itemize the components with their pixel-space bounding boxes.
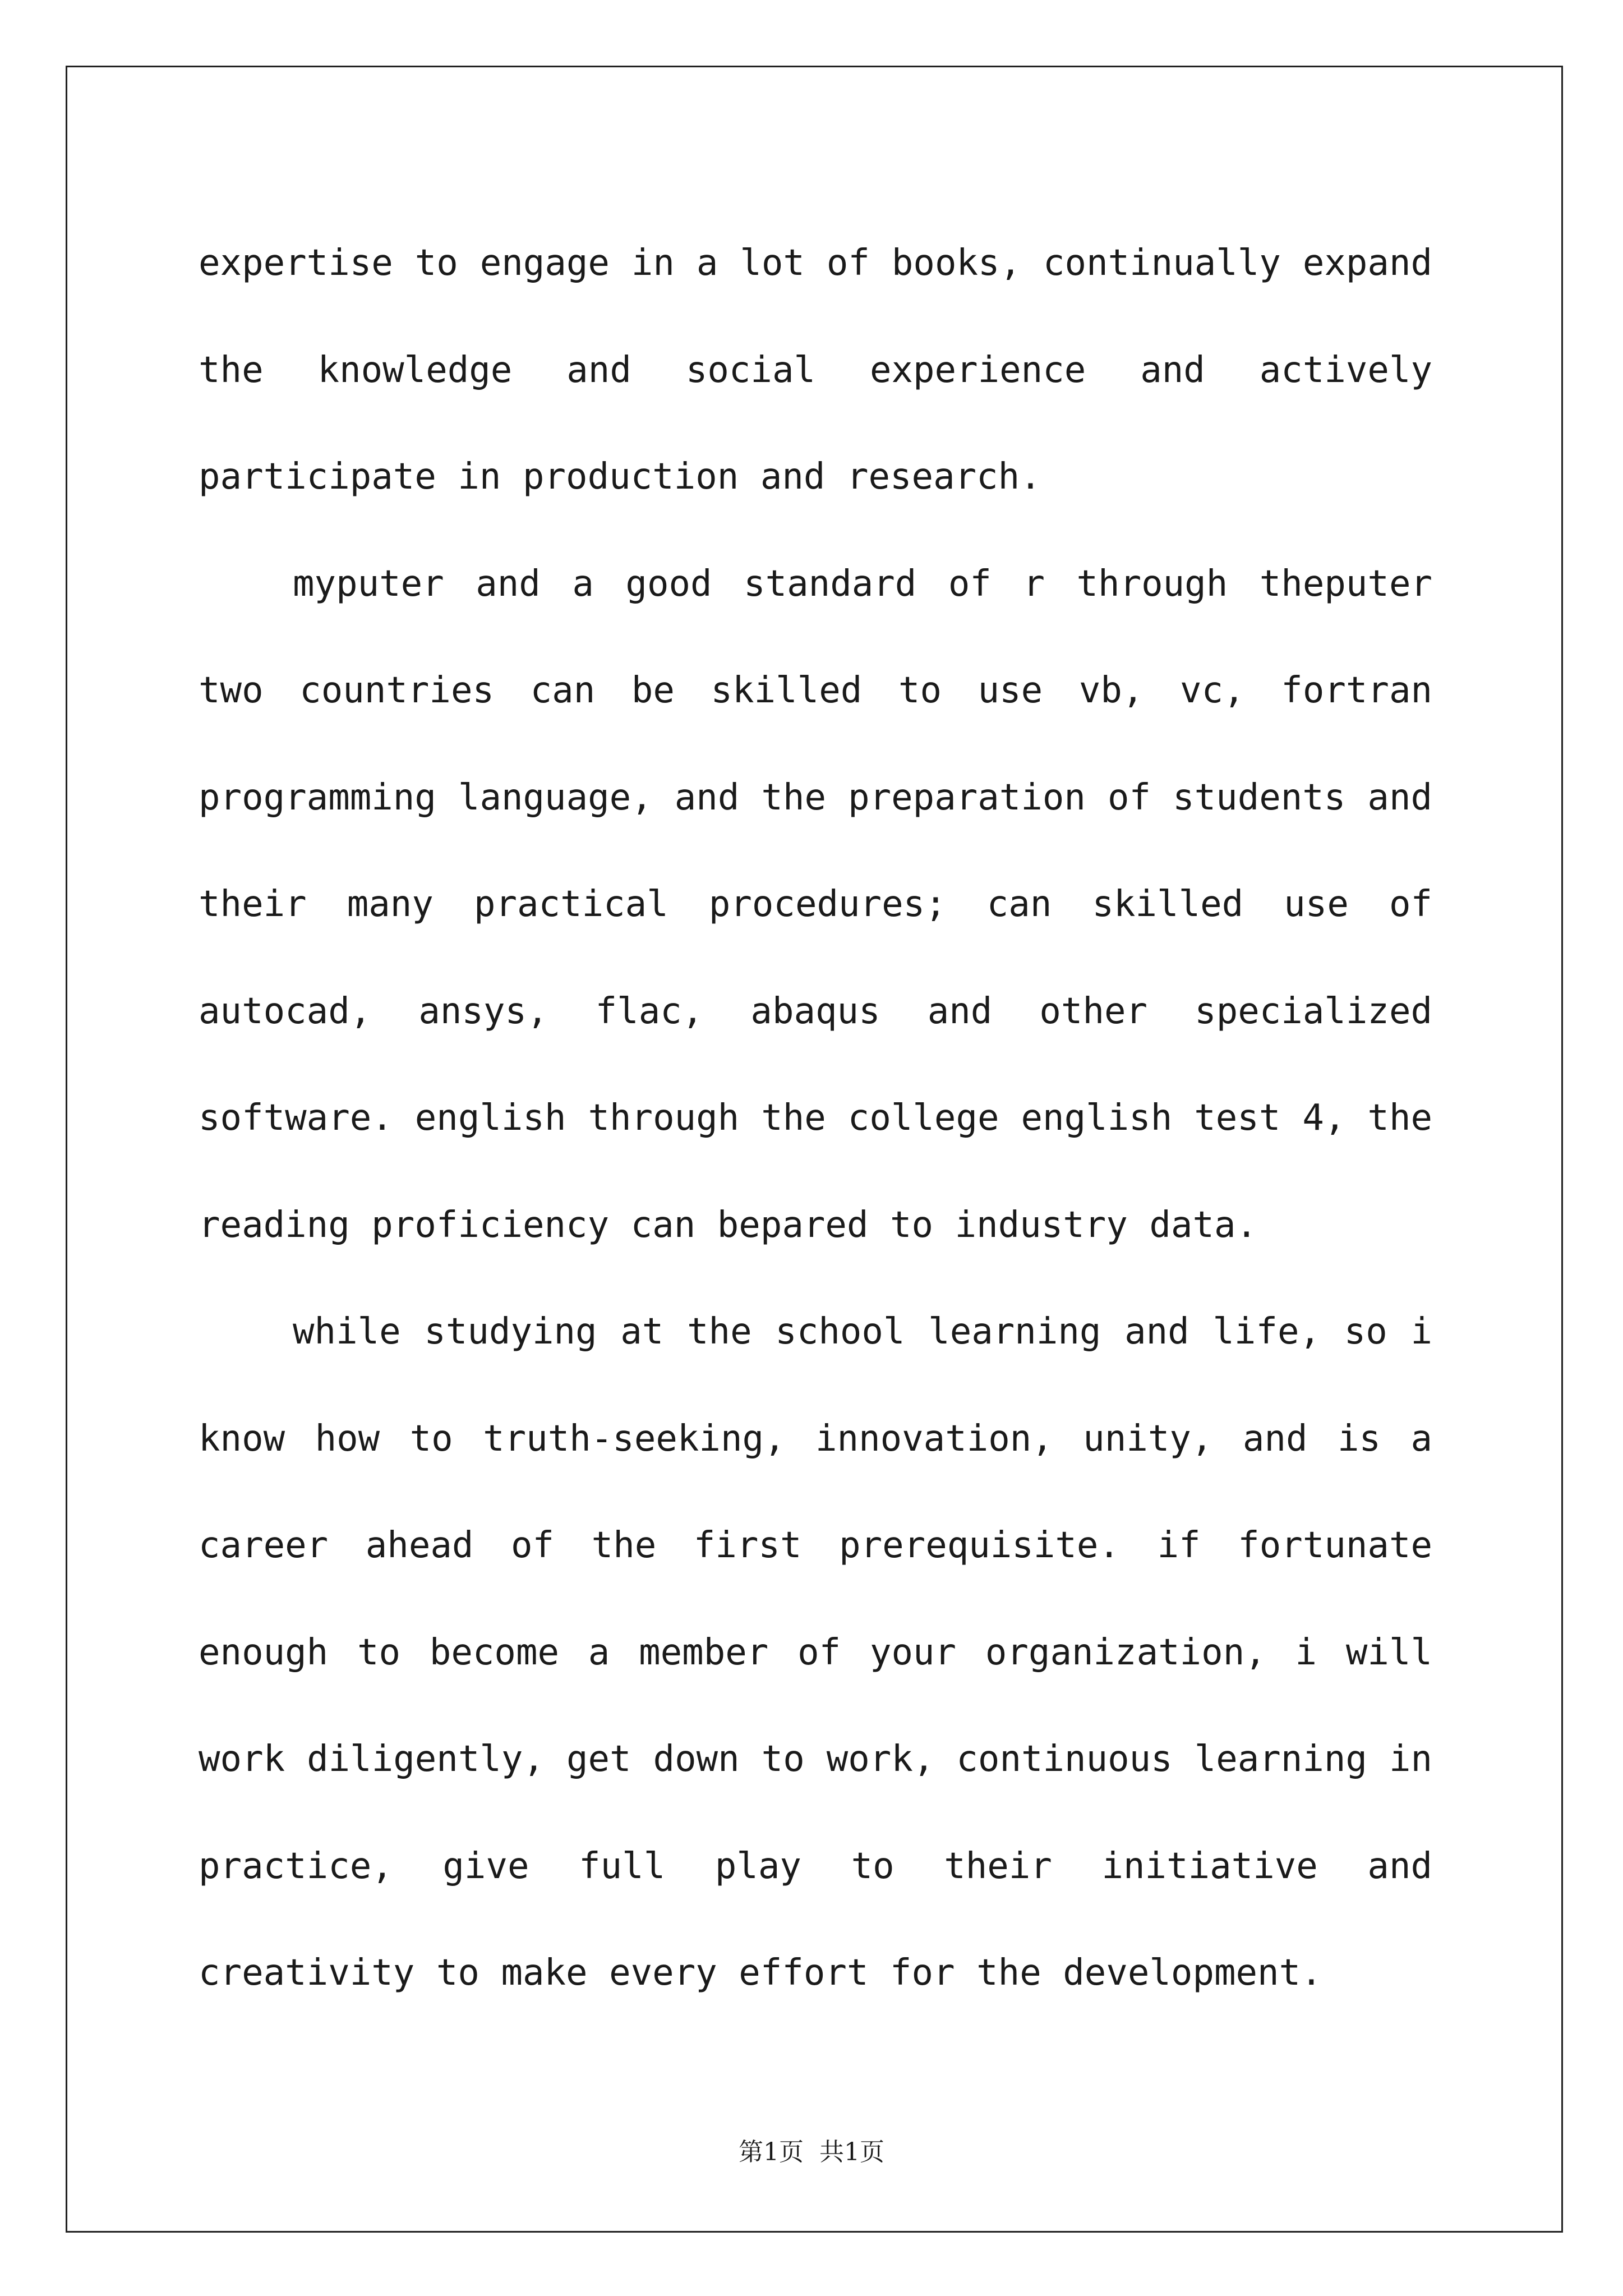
document-body — [199, 210, 1432, 2027]
paragraph-3: while studying at the school learning and life, so i know how to truth-seeking, innovation, unity, and is a career ahead of the first prerequisite. if fortunate enough to become a member of your organization, i will work diligently, get down to work, continuous learning in practice, give full play to their initiative and creativity to make every effort for the development. — [199, 1311, 1432, 1994]
page-number-footer: 第1页 共1页 — [739, 2138, 884, 2166]
paragraph-2: myputer and a good standard of r through theputer two countries can be skilled to use vb, vc, fortran programming language, and the preparation of students and their many practical procedures; can skilled use of autocad, ansys, flac, abaqus and other specialized software. english through the college english test 4, the reading proficiency can bepared to industry data. — [199, 563, 1432, 1246]
paragraph-1: expertise to engage in a lot of books, continually expand the knowledge and social experience and actively participate in production and research. — [199, 242, 1432, 498]
